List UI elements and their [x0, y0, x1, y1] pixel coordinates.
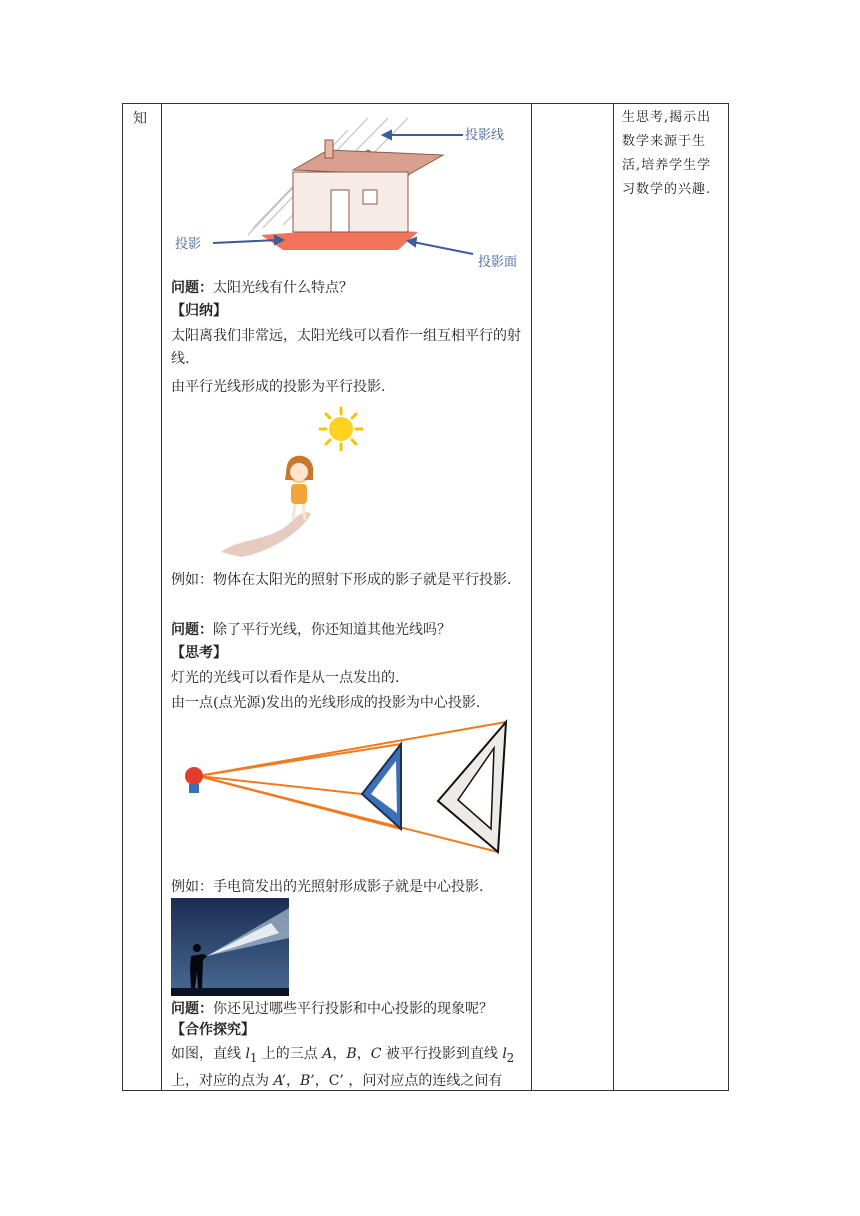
coop-heading: 【合作探究】 [171, 1022, 255, 1038]
bulb-icon [185, 767, 203, 793]
flashlight-photo [171, 898, 289, 996]
summary-text-1: 太阳离我们非常远，太阳光线可以看作一组互相平行的射线. [171, 328, 521, 367]
think-text-2: 由一点(点光源)发出的光线形成的投影为中心投影. [171, 695, 481, 711]
summary-heading: 【归纳】 [171, 303, 227, 319]
think-text-1: 灯光的光线可以看作是从一点发出的. [171, 670, 400, 686]
house-projection-figure [173, 110, 533, 270]
think-heading: 【思考】 [171, 645, 227, 661]
lesson-table [122, 103, 729, 1091]
question-2: 问题：除了平行光线，你还知道其他光线吗？ [171, 622, 451, 638]
label-projection-line: 投影线 [465, 127, 505, 142]
column-divider [161, 104, 162, 1090]
central-projection-figure [176, 716, 526, 861]
question-1: 问题：太阳光线有什么特点？ [171, 280, 353, 296]
girl-sun-figure [201, 402, 371, 562]
coop-text: 如图，直线 $l_1$ 上的三点 A，B，C 被平行投影到直线 $l_2$上，对应的点为 A’，B’，C’ ，问对应点的连线之间有 [171, 1046, 515, 1089]
question-3: 问题：你还见过哪些平行投影和中心投影的现象呢？ [171, 1001, 493, 1017]
label-projection-plane: 投影面 [478, 254, 518, 269]
column-divider [613, 104, 614, 1090]
label-shadow: 投影 [175, 236, 202, 251]
sun-icon [320, 408, 362, 450]
summary-text-2: 由平行光线形成的投影为平行投影. [171, 379, 386, 395]
design-intent-text: 生思考,揭示出数学来源于生活,培养学生学习数学的兴趣. [622, 110, 712, 197]
example-1: 例如：物体在太阳光的照射下形成的影子就是平行投影. [171, 572, 512, 588]
example-2: 例如：手电筒发出的光照射形成影子就是中心投影. [171, 879, 484, 895]
section-label: 知 [133, 111, 147, 127]
